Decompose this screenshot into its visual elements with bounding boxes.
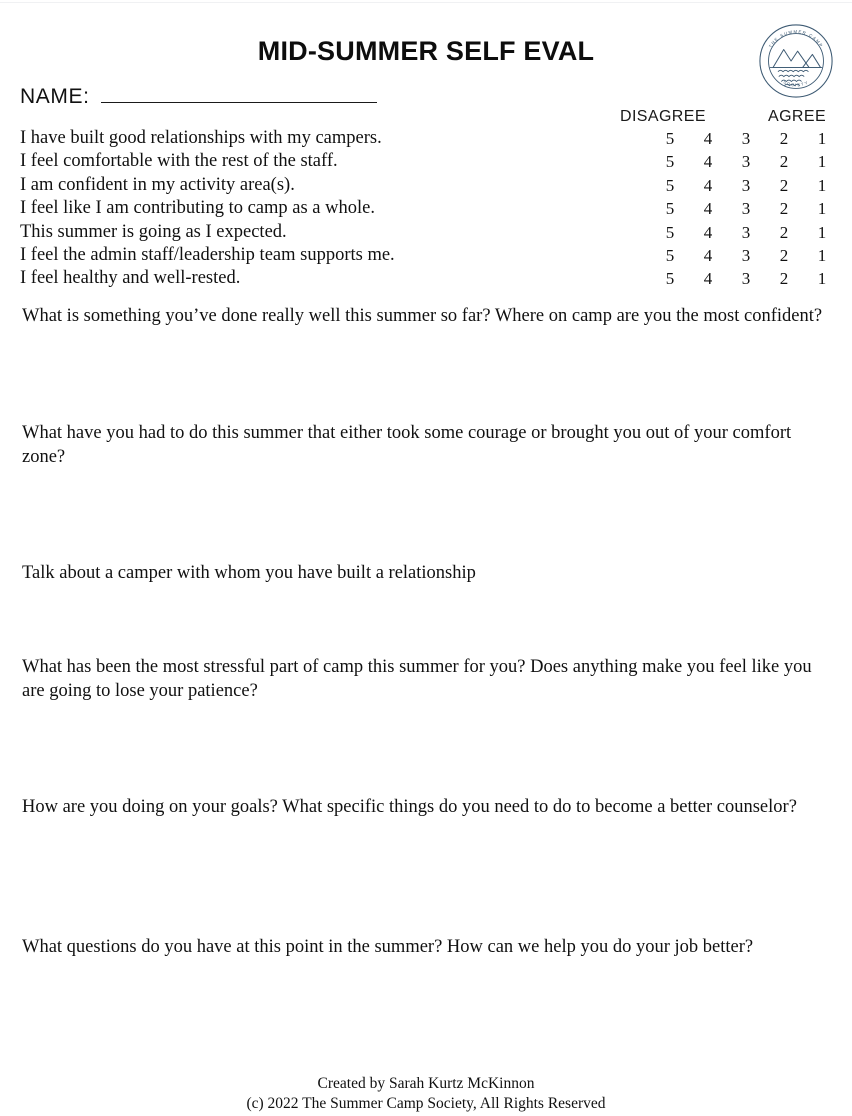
- scale-header-agree: AGREE: [768, 108, 827, 125]
- likert-option-1[interactable]: 1: [817, 129, 827, 148]
- likert-option-1[interactable]: 1: [817, 175, 827, 195]
- likert-option-3[interactable]: 3: [741, 245, 751, 265]
- svg-text:THE SUMMER CAMP: [768, 29, 824, 48]
- likert-option-5[interactable]: 5: [665, 129, 675, 148]
- likert-option-1[interactable]: 1: [817, 222, 827, 242]
- likert-row: [20, 244, 832, 267]
- footer-copyright: (c) 2022 The Summer Camp Society, All Rights Reserved: [246, 1095, 606, 1112]
- likert-row: [20, 267, 832, 290]
- scale-header-disagree: DISAGREE: [620, 108, 706, 125]
- likert-statement: I feel like I am contributing to camp as a whole.: [20, 198, 375, 219]
- likert-rating-options: [650, 150, 832, 173]
- likert-option-4[interactable]: 4: [703, 129, 713, 148]
- likert-option-4[interactable]: 4: [703, 269, 713, 289]
- likert-row: [20, 221, 832, 244]
- likert-option-5[interactable]: 5: [665, 222, 675, 242]
- likert-rating-options: [650, 221, 832, 244]
- likert-option-2[interactable]: 2: [779, 129, 789, 148]
- likert-option-1[interactable]: 1: [817, 199, 827, 219]
- likert-option-2[interactable]: 2: [779, 222, 789, 242]
- name-input-blank[interactable]: [101, 85, 377, 103]
- likert-option-3[interactable]: 3: [741, 129, 751, 148]
- name-field-row: [20, 85, 377, 109]
- likert-option-2[interactable]: 2: [779, 269, 789, 289]
- open-question-1: What is something you’ve done really well this summer so far? Where on camp are you the most confident?: [22, 306, 823, 326]
- likert-statement: I am confident in my activity area(s).: [20, 174, 295, 195]
- likert-option-3[interactable]: 3: [741, 199, 751, 219]
- likert-option-4[interactable]: 4: [703, 199, 713, 219]
- likert-option-3[interactable]: 3: [741, 152, 751, 172]
- logo-arc-bottom-text: SOCIETY: [782, 79, 810, 88]
- likert-row: [20, 174, 832, 197]
- likert-statement: I feel the admin staff/leadership team supports me.: [20, 244, 395, 265]
- likert-option-5[interactable]: 5: [665, 175, 675, 195]
- likert-statement: I feel comfortable with the rest of the staff.: [20, 151, 338, 172]
- likert-option-2[interactable]: 2: [779, 175, 789, 195]
- likert-row: [20, 127, 832, 150]
- likert-option-5[interactable]: 5: [665, 199, 675, 219]
- likert-option-2[interactable]: 2: [779, 245, 789, 265]
- likert-option-5[interactable]: 5: [665, 245, 675, 265]
- likert-option-4[interactable]: 4: [703, 175, 713, 195]
- logo-arc-top-text: THE SUMMER CAMP: [767, 29, 825, 49]
- open-question-6: What questions do you have at this point in the summer? How can we help you do your job better?: [22, 937, 754, 957]
- likert-option-4[interactable]: 4: [703, 152, 713, 172]
- likert-statement: I feel healthy and well-rested.: [20, 268, 241, 289]
- the-summer-camp-society-logo-icon: [755, 20, 837, 102]
- open-question-4: What has been the most stressful part of camp this summer for you? Does anything make you feel like you are going to lose your patience?: [22, 657, 812, 701]
- likert-rating-options: [650, 197, 832, 220]
- likert-option-1[interactable]: 1: [817, 269, 827, 289]
- likert-option-2[interactable]: 2: [779, 199, 789, 219]
- open-question-5: How are you doing on your goals? What specific things do you need to do to become a better counselor?: [22, 797, 797, 817]
- likert-option-5[interactable]: 5: [665, 269, 675, 289]
- page-top-rule: [0, 2, 852, 3]
- likert-statement: This summer is going as I expected.: [20, 221, 287, 242]
- likert-rating-options: [650, 127, 832, 150]
- likert-rating-options: [650, 174, 832, 197]
- likert-rating-options: [650, 267, 832, 290]
- likert-option-3[interactable]: 3: [741, 269, 751, 289]
- likert-option-1[interactable]: 1: [817, 245, 827, 265]
- page-title: MID-SUMMER SELF EVAL: [257, 36, 595, 66]
- likert-statement: I have built good relationships with my campers.: [20, 128, 382, 148]
- likert-option-2[interactable]: 2: [779, 152, 789, 172]
- likert-row: [20, 197, 832, 220]
- name-label: NAME:: [20, 85, 90, 108]
- likert-option-3[interactable]: 3: [741, 175, 751, 195]
- likert-option-4[interactable]: 4: [703, 222, 713, 242]
- likert-option-3[interactable]: 3: [741, 222, 751, 242]
- open-question-3: Talk about a camper with whom you have built a relationship: [22, 563, 476, 583]
- likert-rating-options: [650, 244, 832, 267]
- likert-table: [20, 127, 832, 291]
- likert-option-1[interactable]: 1: [817, 152, 827, 172]
- likert-row: [20, 150, 832, 173]
- likert-option-5[interactable]: 5: [665, 152, 675, 172]
- open-question-2: What have you had to do this summer that either took some courage or brought you out of your comfort zone?: [22, 423, 792, 467]
- footer-credit: Created by Sarah Kurtz McKinnon: [317, 1075, 535, 1092]
- likert-option-4[interactable]: 4: [703, 245, 713, 265]
